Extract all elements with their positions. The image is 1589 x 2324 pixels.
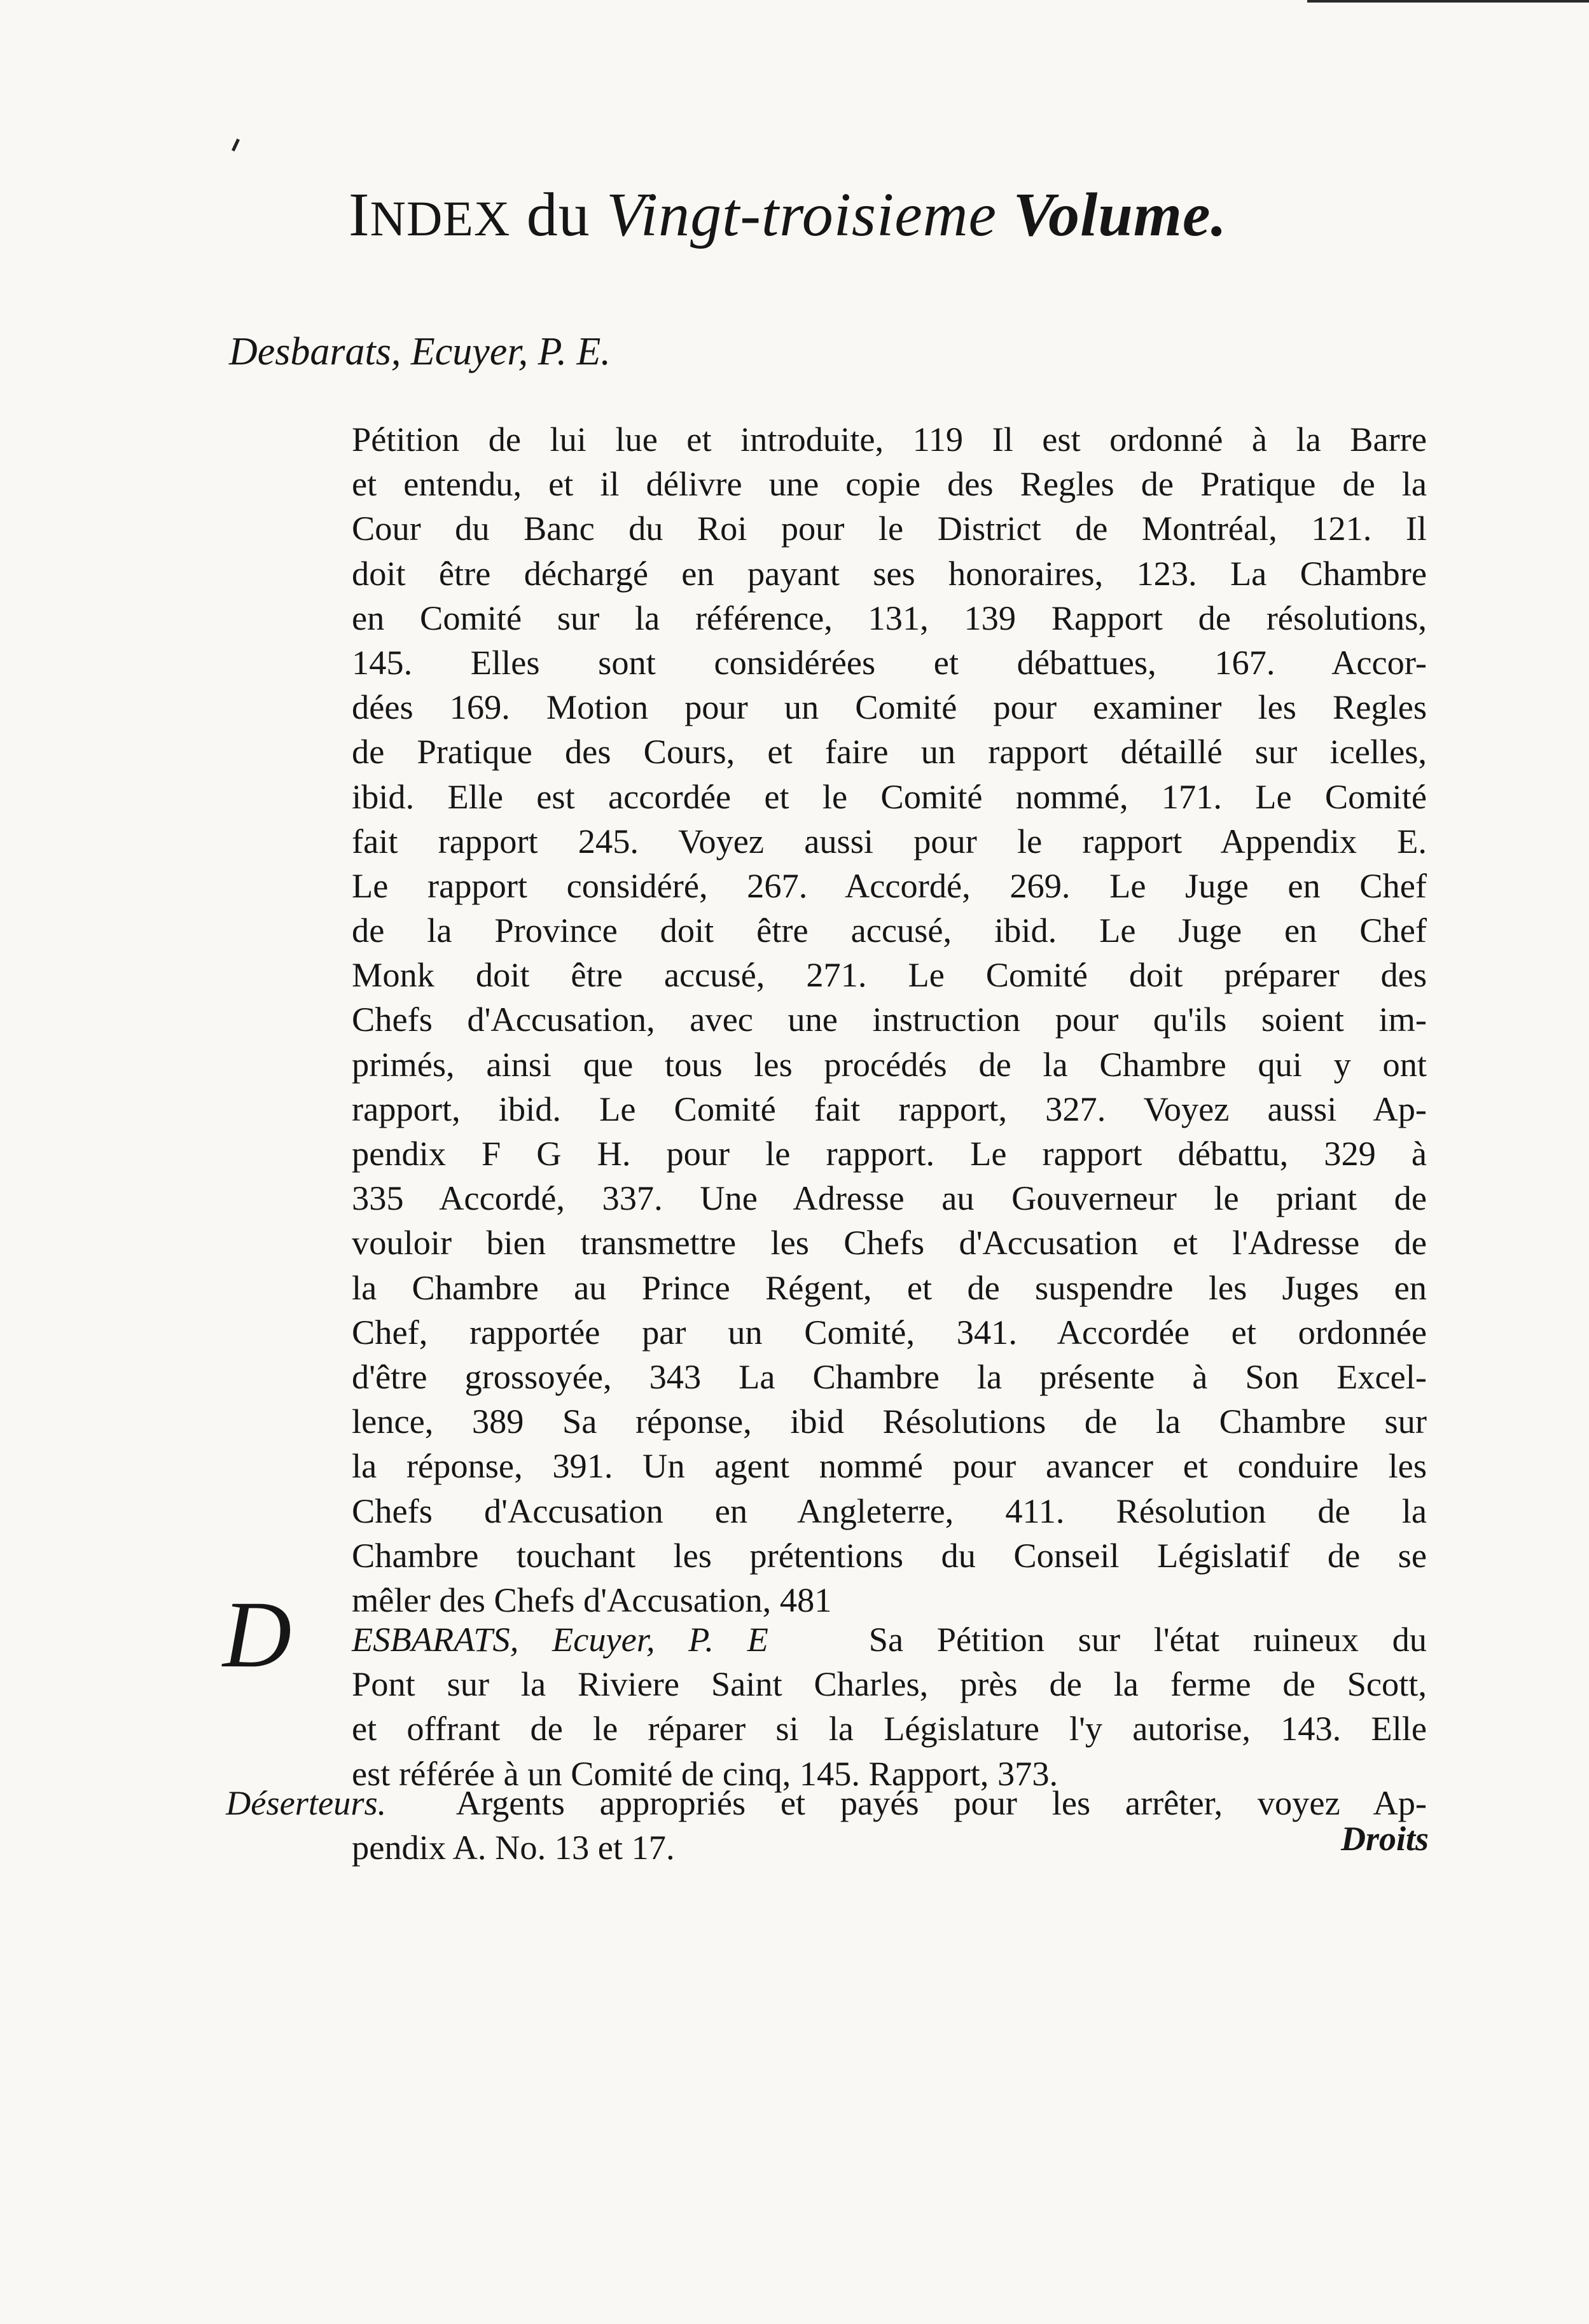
entry-line: la Chambre au Prince Régent, et de suspendre les Juges en — [352, 1268, 1427, 1307]
entry2-head: ESBARATS, Ecuyer, P. E — [352, 1621, 768, 1659]
entry-line: de la Province doit être accusé, ibid. Le Juge en Chef — [352, 911, 1427, 950]
entry-heading: Desbarats, Ecuyer, P. E. — [229, 330, 611, 373]
entry-line: dées 169. Motion pour un Comité pour examiner les Regles — [352, 688, 1427, 727]
entry-line: 335 Accordé, 337. Une Adresse au Gouverneur le priant de — [352, 1179, 1427, 1218]
entry-line: pendix A. No. 13 et 17. — [352, 1829, 675, 1867]
entry-desbarats-text — [352, 417, 1427, 1622]
entry-line: Chefs d'Accusation en Angleterre, 411. Résolution de la — [352, 1491, 1427, 1530]
entry-line: lence, 389 Sa réponse, ibid Résolutions de la Chambre sur — [352, 1402, 1427, 1441]
entry-line: rapport, ibid. Le Comité fait rapport, 327. Voyez aussi Ap- — [352, 1089, 1427, 1128]
entry-line — [352, 1617, 1427, 1662]
entry-desbarats-petition — [352, 1617, 1427, 1796]
page-title — [349, 179, 1398, 268]
entry-line: Monk doit être accusé, 271. Le Comité doit préparer des — [352, 956, 1427, 995]
top-rule — [1307, 0, 1589, 3]
catchword: Droits — [1340, 1820, 1429, 1858]
entry-line: mêler des Chefs d'Accusation, 481 — [352, 1580, 832, 1619]
entry-line: de Pratique des Cours, et faire un rapport détaillé sur icelles, — [352, 733, 1427, 771]
entry-line: fait rapport 245. Voyez aussi pour le rapport Appendix E. — [352, 822, 1427, 861]
entry-deserteurs — [226, 1781, 1427, 1870]
entry-line: 145. Elles sont considérées et débattues, 167. Accor- — [352, 643, 1427, 682]
ink-mark — [232, 139, 240, 151]
entry-line: est référée à un Comité de cinq, 145. Rapport, 373. — [352, 1754, 1058, 1793]
title-volume: Volume. — [1013, 181, 1228, 249]
entry-line: Pétition de lui lue et introduite, 119 Il est ordonné à la Barre — [352, 420, 1427, 459]
title-du: du — [526, 181, 590, 249]
entry-line: Cour du Banc du Roi pour le District de Montréal, 121. Il — [352, 509, 1427, 548]
entry3-first-line: Argents appropriés et payés pour les arrêter, voyez Ap- — [455, 1784, 1427, 1822]
title-index-rest: NDEX — [370, 191, 511, 246]
entry-line: vouloir bien transmettre les Chefs d'Accusation et l'Adresse de — [352, 1224, 1427, 1262]
entry-line: primés, ainsi que tous les procédés de la Chambre qui y ont — [352, 1045, 1427, 1084]
entry-line: Pont sur la Riviere Saint Charles, près de la ferme de Scott, — [352, 1665, 1427, 1704]
entry-line: et entendu, et il délivre une copie des Regles de Pratique de la — [352, 465, 1427, 504]
entry-line: pendix F G H. pour le rapport. Le rapport débattu, 329 à — [352, 1135, 1427, 1173]
entry2-first-line: Sa Pétition sur l'état ruineux du — [868, 1621, 1427, 1659]
entry-line: Chef, rapportée par un Comité, 341. Accordée et ordonnée — [352, 1313, 1427, 1352]
title-vingt: Vingt-troisieme — [606, 181, 997, 249]
drop-cap: D — [223, 1582, 292, 1687]
entry-line: d'être grossoyée, 343 La Chambre la présente à Son Excel- — [352, 1357, 1427, 1396]
entry-line: la réponse, 391. Un agent nommé pour avancer et conduire les — [352, 1447, 1427, 1486]
entry-line: doit être déchargé en payant ses honoraires, 123. La Chambre — [352, 554, 1427, 593]
entry3-head: Déserteurs. — [226, 1784, 387, 1822]
entry-line: Le rapport considéré, 267. Accordé, 269. Le Juge en Chef — [352, 866, 1427, 905]
entry-line: en Comité sur la référence, 131, 139 Rapport de résolutions, — [352, 598, 1427, 637]
entry-line — [226, 1781, 1427, 1825]
entry-line: Chefs d'Accusation, avec une instruction pour qu'ils soient im- — [352, 1000, 1427, 1039]
title-index-cap: I — [349, 181, 370, 249]
entry-line: ibid. Elle est accordée et le Comité nommé, 171. Le Comité — [352, 777, 1427, 816]
entry-line: et offrant de le réparer si la Législature l'y autorise, 143. Elle — [352, 1710, 1427, 1748]
entry-line: Chambre touchant les prétentions du Conseil Législatif de se — [352, 1536, 1427, 1575]
